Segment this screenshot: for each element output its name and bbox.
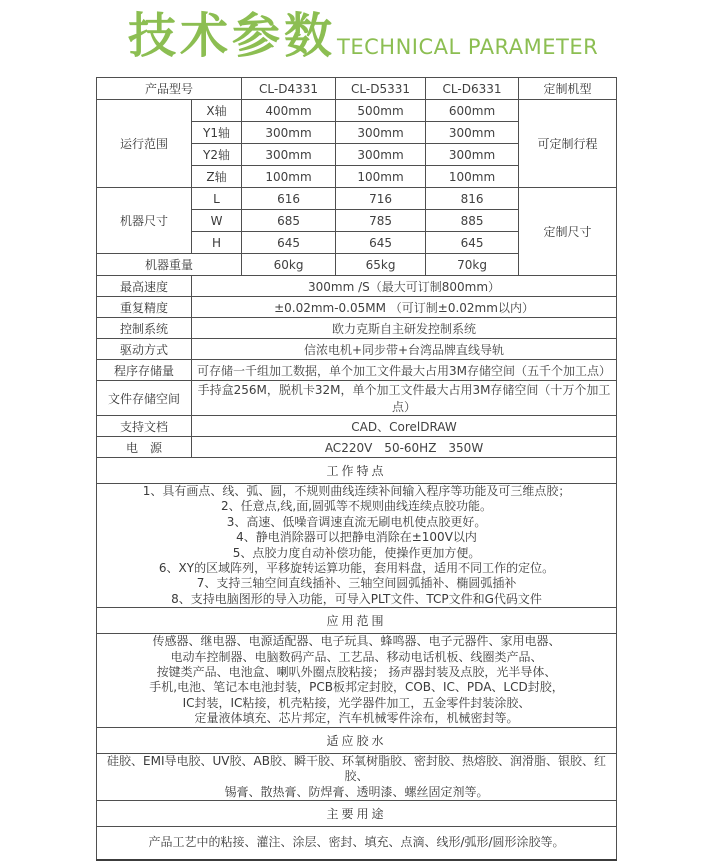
- table-row-models: [97, 78, 617, 100]
- section-text: [97, 484, 617, 608]
- feature-line: 1、具有画点、线、弧、圆，不规则曲线连续补间输入程序等功能及可三维点胶；: [142, 484, 571, 498]
- table-row-drive-mode: [97, 339, 617, 360]
- value-cell: 100mm: [336, 166, 426, 188]
- value-cell: 300mm: [336, 144, 426, 166]
- value-cell: 716: [336, 188, 426, 210]
- axis-label: H: [192, 232, 242, 254]
- model-name-cell: CL-D6331: [426, 78, 519, 100]
- page-title-english: TECHNICAL PARAMETER: [337, 35, 599, 59]
- row-label: 控制系统: [97, 318, 192, 339]
- value-cell: 600mm: [426, 100, 519, 122]
- section-text: [97, 753, 617, 800]
- value-cell: 300mm: [242, 122, 336, 144]
- custom-model-label: 定制机型: [519, 78, 617, 100]
- row-label: 支持文档: [97, 416, 192, 437]
- value-cell: 685: [242, 210, 336, 232]
- value-cell: 500mm: [336, 100, 426, 122]
- machine-size-label: 机器尺寸: [97, 188, 192, 254]
- value-cell: 300mm: [336, 122, 426, 144]
- table-row-size-l: [97, 188, 617, 210]
- value-cell: 785: [336, 210, 426, 232]
- travel-range-label: 运行范围: [97, 100, 192, 188]
- section-title: 适应胶水: [97, 727, 617, 753]
- application-line: 电动车控制器、电脑数码产品、工艺品、移动电话机板、线圈类产品、: [170, 649, 543, 664]
- table-row-max-speed: [97, 276, 617, 297]
- section-title: 主要用途: [97, 800, 617, 826]
- feature-line: 3、高速、低噪音调速直流无刷电机使点胶更好。: [226, 514, 487, 529]
- feature-line: 4、静电消除器可以把静电消除在±100V以内: [236, 530, 477, 545]
- value-cell: 645: [426, 232, 519, 254]
- value-cell: 400mm: [242, 100, 336, 122]
- table-row-file-storage: [97, 381, 617, 416]
- model-name-cell: CL-D5331: [336, 78, 426, 100]
- axis-label: W: [192, 210, 242, 232]
- application-line: 传感器、继电器、电源适配器、电子玩具、蜂鸣器、电子元器件、家用电器、: [152, 634, 561, 649]
- value-cell: 885: [426, 210, 519, 232]
- machine-weight-label: 机器重量: [97, 254, 242, 276]
- row-value: CAD、CorelDRAW: [192, 416, 617, 437]
- section-header-main-use: [97, 800, 617, 826]
- row-value: 欧力克斯自主研发控制系统: [192, 318, 617, 339]
- table-row-travel-x: [97, 100, 617, 122]
- value-cell: 300mm: [426, 144, 519, 166]
- section-body-suitable-glue: [97, 753, 617, 800]
- table-row-program-storage: [97, 360, 617, 381]
- application-line: 手机,电池、笔记本电池封装，PCB板邦定封胶，COB、IC、PDA、LCD封胶，: [149, 680, 564, 695]
- section-header-work-features: [97, 458, 617, 484]
- application-line: 定量液体填充、芯片邦定，汽车机械零件涂布，机械密封等。: [194, 711, 519, 726]
- row-value: 手持盒256M，脱机卡32M，单个加工文件最大占用3M存储空间（十万个加工点）: [192, 381, 617, 416]
- value-cell: 100mm: [426, 166, 519, 188]
- axis-label: Y2轴: [192, 144, 242, 166]
- page-title-chinese: 技术参数: [128, 8, 337, 64]
- value-cell: 100mm: [242, 166, 336, 188]
- value-cell: 300mm: [242, 144, 336, 166]
- value-cell: 645: [336, 232, 426, 254]
- row-label: 最高速度: [97, 276, 192, 297]
- feature-line: 2、任意点,线,面,圆弧等不规则曲线连续点胶功能。: [220, 499, 493, 514]
- glue-line: 锡膏、散热膏、防焊膏、透明漆、螺丝固定剂等。: [224, 784, 489, 799]
- model-name-cell: CL-D4331: [242, 78, 336, 100]
- table-row-power: [97, 437, 617, 458]
- axis-label: X轴: [192, 100, 242, 122]
- row-label: 文件存储空间: [97, 381, 192, 416]
- axis-label: Z轴: [192, 166, 242, 188]
- product-model-label: 产品型号: [97, 78, 242, 100]
- main-use-line: 产品工艺中的粘接、灌注、涂层、密封、填充、点滴、线形/弧形/圆形涂胶等。: [148, 835, 565, 850]
- row-value: 300mm /S（最大可订制800mm）: [192, 276, 617, 297]
- page-title: [128, 6, 598, 66]
- feature-line: 8、支持电脑图形的导入功能，可导入PLT文件、TCP文件和G代码文件: [171, 591, 542, 606]
- section-title: 工作特点: [97, 458, 617, 484]
- feature-line: 5、点胶力度自动补偿功能，使操作更加方便。: [232, 545, 481, 560]
- row-value: 信浓电机+同步带+台湾品牌直线导轨: [192, 339, 617, 360]
- axis-label: L: [192, 188, 242, 210]
- glue-line: 硅胶、EMI导电胶、UV胶、AB胶、瞬干胶、环氧树脂胶、密封胶、热熔胶、润滑脂、银胶、红胶、: [107, 753, 606, 784]
- application-line: IC封装，IC粘接，机壳粘接，光学器件加工，五金零件封装涂胶、: [182, 695, 531, 710]
- section-body-work-features: [97, 484, 617, 608]
- application-line: 按键类产品、电池盒、喇叭外圈点胶粘接； 扬声器封装及点胶，光半导体、: [156, 665, 557, 680]
- row-label: 驱动方式: [97, 339, 192, 360]
- value-cell: 60kg: [242, 254, 336, 276]
- value-cell: 300mm: [426, 122, 519, 144]
- row-label: 电 源: [97, 437, 192, 458]
- value-cell: 816: [426, 188, 519, 210]
- section-title: 应用范围: [97, 608, 617, 634]
- custom-size-label: 定制尺寸: [519, 188, 617, 276]
- row-label: 重复精度: [97, 297, 192, 318]
- row-label: 程序存储量: [97, 360, 192, 381]
- section-text: [97, 634, 617, 727]
- section-header-application-scope: [97, 608, 617, 634]
- table-row-supported-docs: [97, 416, 617, 437]
- axis-label: Y1轴: [192, 122, 242, 144]
- row-value: 可存储一千组加工数据，单个加工文件最大占用3M存储空间（五千个加工点）: [192, 360, 617, 381]
- row-value: ±0.02mm-0.05MM （可订制±0.02mm以内）: [192, 297, 617, 318]
- section-header-suitable-glue: [97, 727, 617, 753]
- row-value: AC220V 50-60HZ 350W: [192, 437, 617, 458]
- table-row-control-system: [97, 318, 617, 339]
- spec-table: [96, 77, 617, 861]
- feature-line: 7、支持三轴空间直线插补、三轴空间圆弧插补、椭圆弧插补: [196, 576, 517, 591]
- value-cell: 65kg: [336, 254, 426, 276]
- value-cell: 645: [242, 232, 336, 254]
- table-row-repeat-accuracy: [97, 297, 617, 318]
- value-cell: 616: [242, 188, 336, 210]
- section-body-application-scope: [97, 634, 617, 727]
- feature-line: 6、XY的区域阵列，平移旋转运算功能，套用料盘，适用不同工作的定位。: [158, 561, 555, 576]
- value-cell: 70kg: [426, 254, 519, 276]
- custom-travel-label: 可定制行程: [519, 100, 617, 188]
